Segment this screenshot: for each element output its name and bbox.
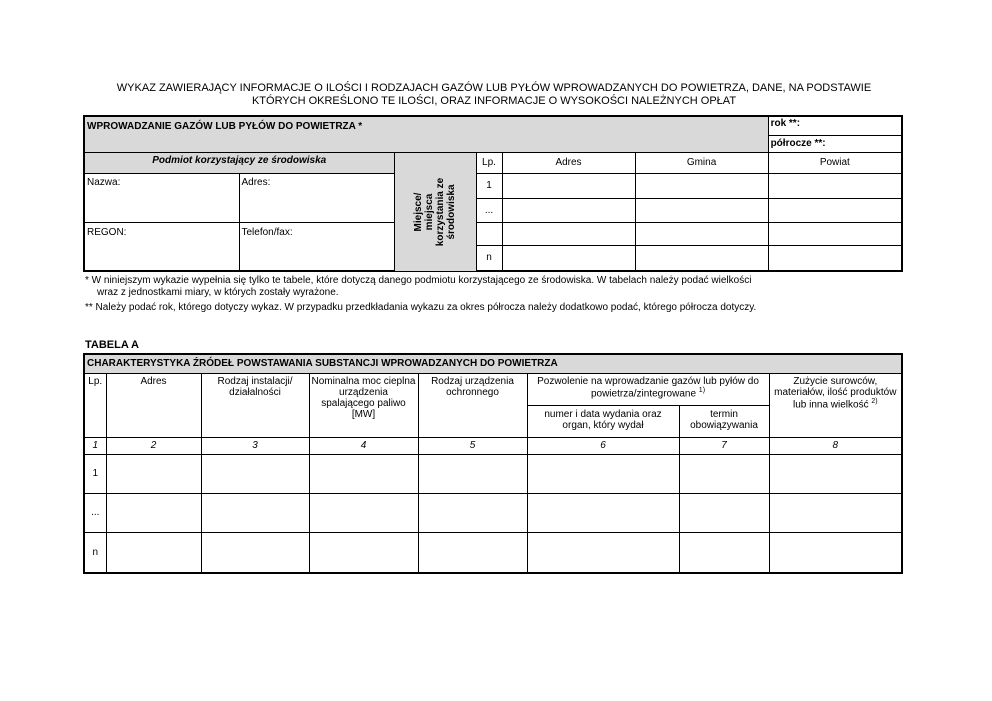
row-adres-cell[interactable]: [502, 245, 635, 271]
row-lp: 1: [476, 173, 502, 198]
footnote-2: ** Należy podać rok, którego dotyczy wykaz. W przypadku przedkładania wykazu za okres półrocza należy dodatkowo podać, którego półrocza dotyczy.: [85, 302, 757, 313]
row-lp: [476, 222, 502, 245]
title-line-1: WYKAZ ZAWIERAJĄCY INFORMACJE O ILOŚCI I RODZAJACH GAZÓW LUB PYŁÓW WPROWADZANYCH DO POWIETRZA, DANE, NA PODSTAWIE: [116, 82, 872, 94]
col-numer-data: numer i data wydania oraz organ, który wydał: [527, 405, 679, 437]
row-lp: ...: [84, 493, 106, 532]
footnote-1: [85, 275, 905, 299]
col-pozwolenie: [527, 373, 769, 405]
row-powiat-cell[interactable]: [768, 198, 902, 222]
section-header: WPROWADZANIE GAZÓW LUB PYŁÓW DO POWIETRZA *: [84, 116, 768, 152]
col-powiat: Powiat: [768, 152, 902, 173]
table-cell[interactable]: [769, 532, 902, 573]
col-termin: termin obowiązywania: [679, 405, 769, 437]
col-adres: Adres: [502, 152, 635, 173]
col-number: 6: [527, 437, 679, 454]
col-rodzaj-urzadzenia: Rodzaj urządzenia ochronnego: [418, 373, 527, 437]
tabela-a-label: TABELA A: [85, 339, 139, 351]
footnote-ref-2: 2): [871, 397, 878, 405]
row-lp: ...: [476, 198, 502, 222]
table-cell[interactable]: [527, 493, 679, 532]
table-cell[interactable]: [106, 493, 201, 532]
col-number: 4: [309, 437, 418, 454]
row-adres-cell[interactable]: [502, 198, 635, 222]
col-zuzycie-text: Zużycie surowców, materiałów, ilość produktów lub inna wielkość: [774, 375, 897, 410]
col-lp: Lp.: [476, 152, 502, 173]
table-cell[interactable]: [769, 493, 902, 532]
col-zuzycie: [769, 373, 902, 437]
row-gmina-cell[interactable]: [635, 198, 768, 222]
row-powiat-cell[interactable]: [768, 222, 902, 245]
tabela-a-header: CHARAKTERYSTYKA ŹRÓDEŁ POWSTAWANIA SUBSTANCJI WPROWADZANYCH DO POWIETRZA: [84, 354, 902, 373]
table-cell[interactable]: [679, 532, 769, 573]
table-cell[interactable]: [679, 493, 769, 532]
title-line-2: KTÓRYCH OKREŚLONO TE ILOŚCI, ORAZ INFORMACJE O WYSOKOŚCI NALEŻNYCH OPŁAT: [251, 95, 737, 107]
table-cell[interactable]: [309, 454, 418, 493]
footnote-1-line-2: wraz z jednostkami miary, w których zostały wyrażone.: [97, 287, 339, 298]
col-number: 5: [418, 437, 527, 454]
col-number: 8: [769, 437, 902, 454]
col-nominalna-moc: Nominalna moc cieplna urządzenia spalającego paliwo [MW]: [309, 373, 418, 437]
emission-header-table: [83, 115, 903, 272]
rok-polrocze-cell[interactable]: [768, 116, 902, 152]
adres-field[interactable]: Adres:: [239, 173, 394, 222]
row-powiat-cell[interactable]: [768, 245, 902, 271]
row-adres-cell[interactable]: [502, 173, 635, 198]
col-number: 1: [84, 437, 106, 454]
row-lp: 1: [84, 454, 106, 493]
footnote-ref-1: 1): [698, 386, 706, 394]
table-cell[interactable]: [309, 493, 418, 532]
col-number: 2: [106, 437, 201, 454]
col-number: 7: [679, 437, 769, 454]
table-cell[interactable]: [527, 532, 679, 573]
miejsce-vertical-cell: [394, 152, 476, 271]
table-cell[interactable]: [418, 532, 527, 573]
col-lp: Lp.: [84, 373, 106, 437]
table-cell[interactable]: [679, 454, 769, 493]
row-lp: n: [84, 532, 106, 573]
polrocze-label: półrocze **:: [770, 138, 826, 149]
table-cell[interactable]: [309, 532, 418, 573]
miejsce-vertical-label: Miejsce/ miejsca korzystania ze środowiska: [413, 177, 457, 246]
table-cell[interactable]: [527, 454, 679, 493]
table-cell[interactable]: [106, 454, 201, 493]
table-cell[interactable]: [418, 493, 527, 532]
table-cell[interactable]: [106, 532, 201, 573]
podmiot-header: Podmiot korzystający ze środowiska: [84, 152, 394, 173]
table-cell[interactable]: [201, 493, 309, 532]
tabela-a: [83, 353, 903, 574]
document-title: [84, 82, 904, 108]
col-pozwolenie-text: Pozwolenie na wprowadzanie gazów lub pyłów do powietrza/zintegrowane: [537, 375, 759, 399]
row-gmina-cell[interactable]: [635, 245, 768, 271]
telefon-field[interactable]: Telefon/fax:: [239, 222, 394, 271]
nazwa-field[interactable]: Nazwa:: [84, 173, 239, 222]
footnote-1-line-1: * W niniejszym wykazie wypełnia się tylko te tabele, które dotyczą danego podmiotu korzystającego ze środowiska. W tabelach należy podać wielkości: [85, 275, 752, 286]
row-powiat-cell[interactable]: [768, 173, 902, 198]
table-cell[interactable]: [418, 454, 527, 493]
col-number: 3: [201, 437, 309, 454]
row-gmina-cell[interactable]: [635, 173, 768, 198]
table-cell[interactable]: [769, 454, 902, 493]
col-gmina: Gmina: [635, 152, 768, 173]
row-gmina-cell[interactable]: [635, 222, 768, 245]
row-adres-cell[interactable]: [502, 222, 635, 245]
rok-label: rok **:: [769, 117, 902, 136]
row-lp: n: [476, 245, 502, 271]
regon-field[interactable]: REGON:: [84, 222, 239, 271]
table-cell[interactable]: [201, 532, 309, 573]
col-rodzaj-instalacji: Rodzaj instalacji/ działalności: [201, 373, 309, 437]
table-cell[interactable]: [201, 454, 309, 493]
col-adres: Adres: [106, 373, 201, 437]
